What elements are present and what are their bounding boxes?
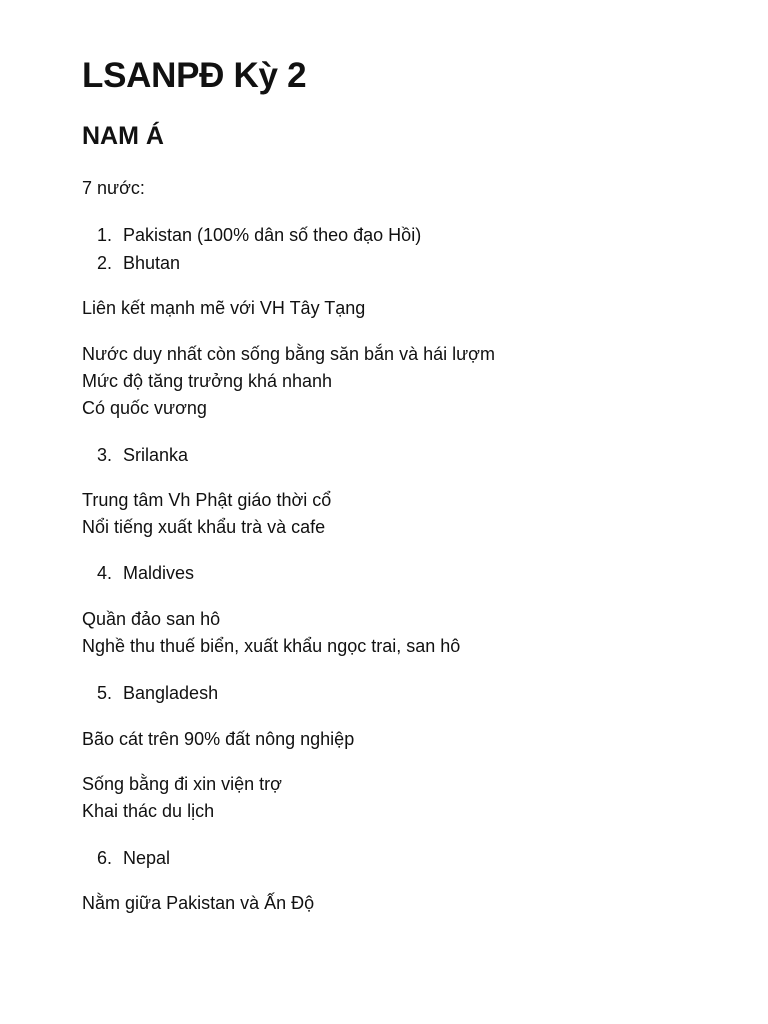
- note-line: Mức độ tăng trưởng khá nhanh: [82, 371, 333, 391]
- list-item-label: Nepal: [123, 848, 171, 868]
- section-heading: NAM Á: [82, 122, 164, 150]
- list-item-pakistan: [82, 222, 421, 249]
- list-item-label: Pakistan (100% dân số theo đạo Hồi): [123, 225, 422, 245]
- note-line: Sống bằng đi xin viện trợ: [82, 774, 282, 794]
- list-item-maldives: [82, 560, 194, 587]
- note-line: Trung tâm Vh Phật giáo thời cổ: [82, 490, 332, 510]
- note-line: Nước duy nhất còn sống bằng săn bắn và hái lượm: [82, 344, 495, 364]
- list-number: 1.: [96, 225, 112, 245]
- list-number: 4.: [96, 563, 112, 583]
- list-item-label: Srilanka: [123, 445, 189, 465]
- list-item-label: Maldives: [123, 563, 195, 583]
- note-line: Nằm giữa Pakistan và Ấn Độ: [82, 893, 315, 913]
- list-item-nepal: [82, 845, 170, 872]
- list-number: 5.: [96, 683, 112, 703]
- note-line: Quần đảo san hô: [82, 609, 221, 629]
- note-line: Nổi tiếng xuất khẩu trà và cafe: [82, 517, 326, 537]
- list-item-bangladesh: [82, 680, 218, 707]
- document-title: LSANPĐ Kỳ 2: [82, 56, 307, 95]
- note-line: Có quốc vương: [82, 398, 207, 418]
- note-line: Khai thác du lịch: [82, 801, 215, 821]
- list-item-label: Bangladesh: [123, 683, 219, 703]
- list-number: 3.: [96, 445, 112, 465]
- list-item-label: Bhutan: [123, 253, 181, 273]
- note-line: Liên kết mạnh mẽ với VH Tây Tạng: [82, 298, 366, 318]
- note-line: Bão cát trên 90% đất nông nghiệp: [82, 729, 355, 749]
- list-item-srilanka: [82, 442, 188, 469]
- list-item-bhutan: [82, 250, 180, 277]
- list-number: 2.: [96, 253, 112, 273]
- note-line: Nghề thu thuế biển, xuất khẩu ngọc trai, san hô: [82, 636, 461, 656]
- intro-text: 7 nước:: [82, 178, 145, 198]
- list-number: 6.: [96, 848, 112, 868]
